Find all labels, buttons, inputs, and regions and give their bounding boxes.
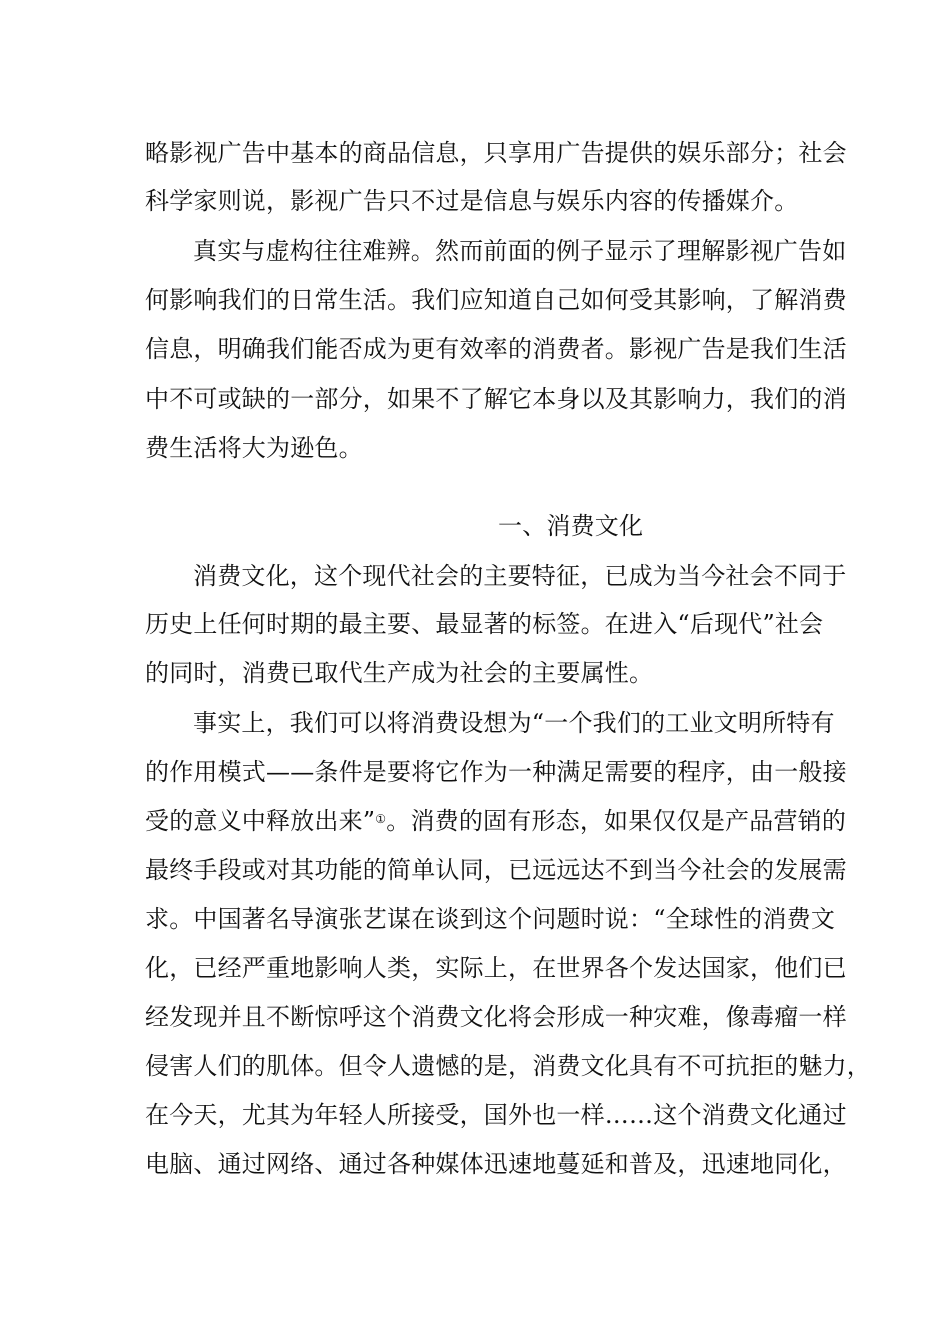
text-line: 略影视广告中基本的商品信息，只享用广告提供的娱乐部分；社会 [145, 139, 847, 167]
text-line [145, 805, 847, 837]
text-line: 中不可或缺的一部分，如果不了解它本身以及其影响力，我们的消 [145, 385, 847, 413]
text-line: 何影响我们的日常生活。我们应知道自己如何受其影响，了解消费 [145, 286, 847, 314]
paragraph-first-line: 消费文化，这个现代社会的主要特征，已成为当今社会不同于 [193, 562, 847, 590]
text-line: 求。中国著名导演张艺谋在谈到这个问题时说：“全球性的消费文 [145, 905, 836, 933]
text-line: 最终手段或对其功能的简单认同，已远远达不到当今社会的发展需 [145, 856, 847, 884]
text-continuation: 。消费的固有形态，如果仅仅是产品营销的 [386, 807, 847, 835]
text-line: 经发现并且不断惊呼这个消费文化将会形成一种灾难，像毒瘤一样 [145, 1003, 847, 1031]
text-line: 在今天，尤其为年轻人所接受，国外也一样……这个消费文化通过 [145, 1101, 847, 1129]
paragraph-first-line: 真实与虚构往往难辨。然而前面的例子显示了理解影视广告如 [193, 237, 847, 265]
text-line: 的作用模式——条件是要将它作为一种满足需要的程序，由一般接 [145, 758, 847, 786]
text-line: 侵害人们的肌体。但令人遗憾的是，消费文化具有不可抗拒的魅力， [145, 1052, 871, 1080]
text-line: 化，已经严重地影响人类，实际上，在世界各个发达国家，他们已 [145, 954, 847, 982]
text-line: 科学家则说，影视广告只不过是信息与娱乐内容的传播媒介。 [145, 187, 799, 215]
text-line: 信息，明确我们能否成为更有效率的消费者。影视广告是我们生活 [145, 335, 847, 363]
text-line: 电脑、通过网络、通过各种媒体迅速地蔓延和普及，迅速地同化， [145, 1150, 847, 1178]
paragraph-first-line: 事实上，我们可以将消费设想为“一个我们的工业文明所特有 [193, 709, 835, 737]
text-line: 历史上任何时期的最主要、最显著的标签。在进入“后现代”社会 [145, 610, 824, 638]
section-heading: 一、消费文化 [498, 512, 644, 540]
footnote-marker[interactable]: ① [375, 812, 387, 826]
quote-text: 受的意义中释放出来” [145, 807, 376, 835]
text-line: 的同时，消费已取代生产成为社会的主要属性。 [145, 659, 654, 687]
text-line: 费生活将大为逊色。 [145, 434, 363, 462]
